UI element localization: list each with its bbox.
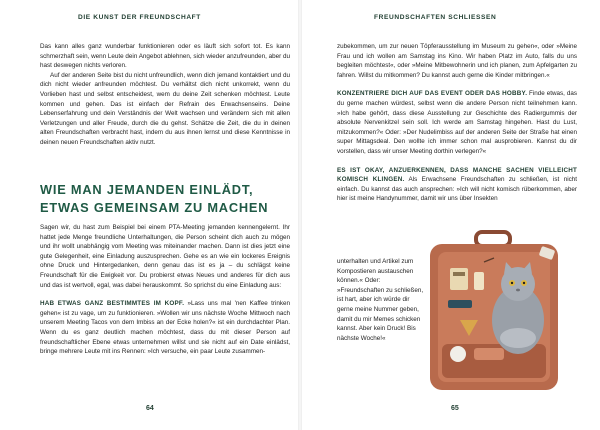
wrap-text (337, 257, 425, 343)
tip-2 (337, 89, 577, 156)
section-heading: WIE MAN JEMANDEN EINLÄDT, ETWAS GEMEINSAM ZU MACHEN (40, 182, 269, 215)
tip-1-lead: HAB ETWAS GANZ BESTIMMTES IM KOPF. (40, 300, 185, 308)
tip-1 (40, 299, 290, 357)
intro-paragraph-2: Auf der anderen Seite bist du nicht unfreundlich, wenn dich jemand kontaktiert und du dich nicht wieder anfreunden möchtest. Du verhältst dich nicht unkorrekt, wenn du Vorlieben hast und selbst entscheidest, wem du deine Zeit schenken möchtest. Leute kommen und gehen. Das ist einfach der Refrain des Erwachsenseins. Deine Lebenserfahrung und dein Verständnis der Welt wachsen und verändern sich mit allen Verletzungen und aller Freude, durch die du gehst. Schätze die Zeit, die du in deinen alten Freundschaften verbracht hast, indem du aus ihnen lernst und diese Kenntnisse in deinen neuen Freundschaften aktiv nutzt. (40, 71, 290, 146)
tip-3 (337, 166, 577, 204)
right-text (337, 42, 577, 204)
wrap-paragraph: unterhalten und Artikel zum Kompostieren austauschen können.« Oder: »Freundschaften zu schließen, ist hart, aber ich würde dir gerne meine Nummer geben, damit du mir Memes schicken kannst. Aber kein Druck! Bis nächste Woche!« (337, 258, 424, 342)
running-head-right: FREUNDSCHAFTEN SCHLIESSEN (374, 14, 497, 21)
section-paragraph: Sagen wir, du hast zum Beispiel bei einem PTA-Meeting jemanden kennengelernt. Ihr hattet jede Menge freundliche Unterhaltungen, die Person scheint dich auch zu mögen und ihr wollt unabhängig vom Meeting was miteinander machen. Dann ist dies jetzt eine gute Gelegenheit, eine Einladung auszusprechen. Gehe es an wie ein lockeres Ereignis ohne Druck und Hintergedanken, denn genau das ist es ja – du schlägst keine Freundschaft für die Ewigkeit vor. Du probierst etwas Neues und anderes für dich aus und das ist wertvoll, egal, was dabei herauskommt. So sprichst du eine Einladung aus: (40, 224, 290, 289)
page-number-right: 65 (451, 405, 459, 412)
intro-paragraph-1: Das kann alles ganz wunderbar funktionieren oder es läuft sich sofort tot. Es kann schmerzhaft sein, wenn Leute dein Angebot ablehnen, sich wieder anzufreunden, aber du hast deswegen nichts verloren. (40, 43, 290, 70)
continuation-paragraph: zubekommen, um zur neuen Töpferausstellung im Museum zu gehen«, oder »Meine Frau und ich wollen am Samstag ins Kino. Wir haben Platz im Auto, falls du uns begleiten möchtest«, oder »Meine Mitbewohnerin und ich planen, zum Apfelgarten zu fahren. Willst du mitkommen? Du kannst auch gerne die Kinder mitbringen.« (337, 43, 577, 79)
tip-2-lead: KONZENTRIERE DICH AUF DAS EVENT ODER DAS HOBBY. (337, 90, 528, 98)
running-head-left: DIE KUNST DER FREUNDSCHAFT (78, 14, 201, 21)
tip-3-lead: ES IST OKAY, ANZUERKENNEN, DASS MANCHE SACHEN VIELLEICHT KOMISCH KLINGEN. (337, 166, 577, 184)
section-text (40, 223, 290, 357)
tip-1-text: »Lass uns mal 'nen Kaffee trinken gehen« ist zu vage, um zu funktionieren. »Wollen wir uns nächste Woche Mittwoch nach unserem Meeting Tacos von dem Imbiss an der Ecke holen?« ist ein durchdachter Plan. Wenn du es ganz deutlich machen möchtest, dass du mit dieser Person auf freundschaftlicher Ebene etwas unternehmen willst und sie nicht auf ein Date einlädst, bringe mehrere Leute mit ins Rennen: »Ich versuche, ein paar Leute zusammen- (40, 300, 290, 356)
intro-text (40, 42, 290, 148)
page-number-left: 64 (146, 405, 154, 412)
tip-3-text: Als Erwachsene Freundschaften zu schließen, ist nicht einfach. Du kannst das auch ansprechen: »Ich will nicht komisch rüberkommen, aber hier ist meine Handynummer, damit wir uns über Insekten (337, 176, 578, 203)
suitcase-with-cat-illustration (420, 228, 568, 396)
tip-2-text: Finde etwas, das du gerne machen würdest, selbst wenn die andere Person nicht teilnehmen kann. »Ich habe gehört, dass diese Ausstellung zur Geschichte des Radiergummis der absolute Nervenkitzel sein soll. Ich werde am Samstag hingehen. Hast du Lust, mitzukommen?« Oder: »Der Nudelimbiss auf der anderen Seite der Straße hat einen super Mittagsdeal. Den wollte ich immer schon mal ausprobieren. Kannst du dir vorstellen, dass wir unser Meeting dorthin verlegen?« (337, 90, 577, 155)
